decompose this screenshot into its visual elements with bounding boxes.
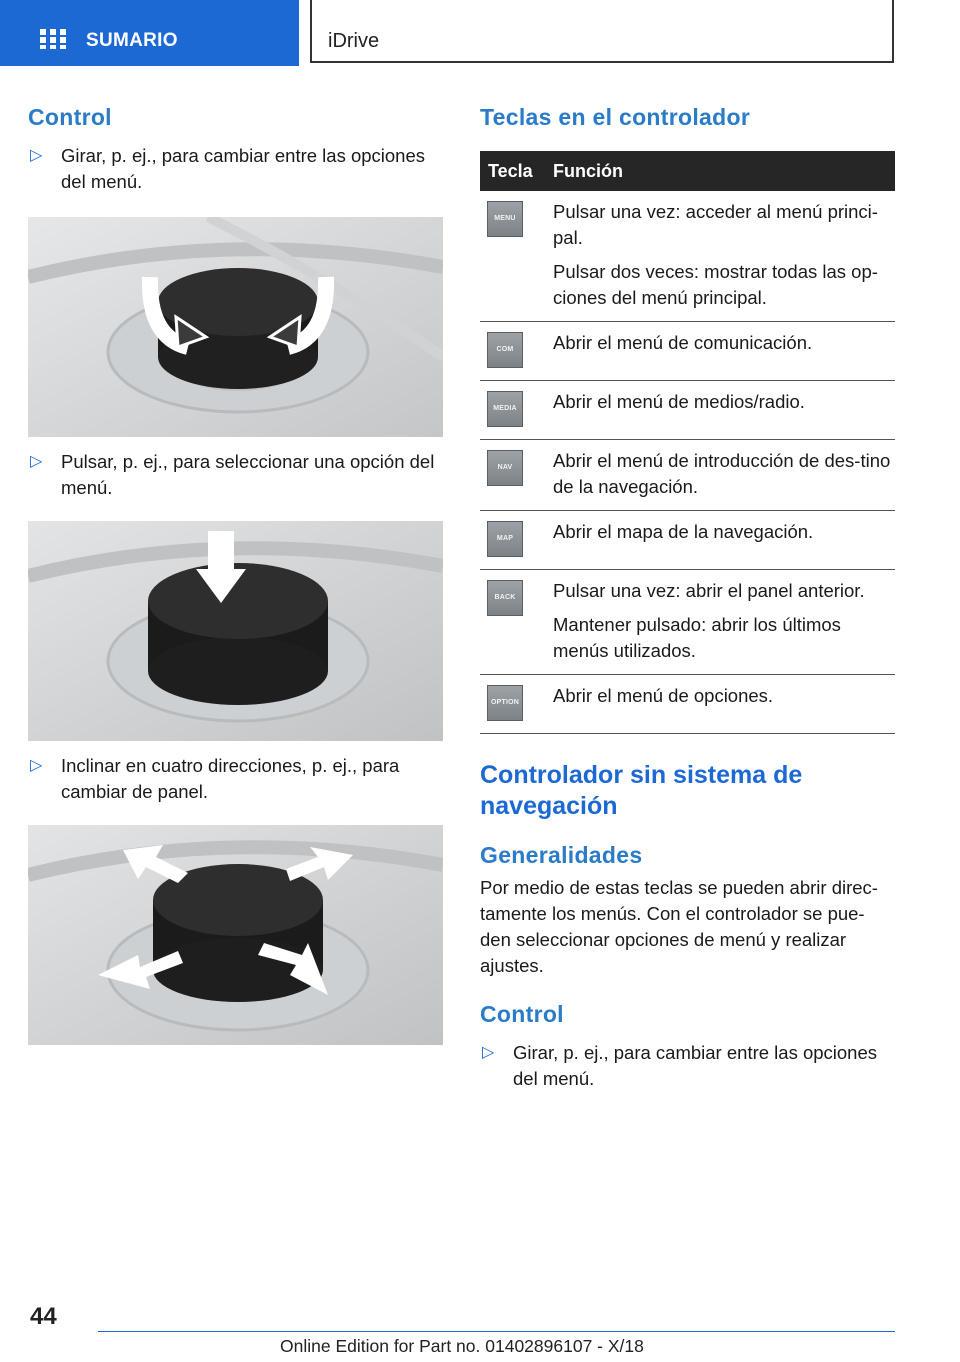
table-row	[480, 570, 895, 675]
nav-key-icon: NAV	[487, 450, 523, 486]
bullet-press	[28, 449, 443, 501]
back-key-icon: BACK	[487, 580, 523, 616]
keys-table-heading: Teclas en el controlador	[480, 104, 751, 130]
table-row	[480, 440, 895, 511]
keys-table	[480, 151, 895, 734]
section-title: Controlador sin sistema de navegación	[480, 761, 803, 820]
media-key-icon: MEDIA	[487, 391, 523, 427]
function-text: Abrir el menú de opciones.	[553, 685, 774, 706]
table-row	[480, 675, 895, 734]
bullet-tilt	[28, 753, 443, 805]
bullet-rotate-2	[480, 1040, 895, 1092]
bullet-text: Girar, p. ej., para cambiar entre las opciones del menú.	[513, 1042, 878, 1089]
function-text: Abrir el menú de comunicación.	[553, 332, 813, 353]
grid-menu-icon	[40, 29, 66, 49]
right-column	[480, 100, 895, 1092]
chapter-title: iDrive	[328, 30, 380, 52]
bullet-text: Pulsar, p. ej., para seleccionar una opción del menú.	[61, 451, 435, 498]
general-heading: Generalidades	[480, 842, 643, 868]
table-header-row	[480, 151, 895, 191]
com-key-icon: COM	[487, 332, 523, 368]
footer-rule	[98, 1331, 895, 1332]
function-text: Pulsar una vez: abrir el panel anterior.	[553, 580, 865, 601]
left-column	[28, 100, 443, 1045]
bullet-text: Girar, p. ej., para cambiar entre las opciones del menú.	[61, 145, 426, 192]
option-key-icon: OPTION	[487, 685, 523, 721]
general-text: Por medio de estas teclas se pueden abrir direc-tamente los menús. Con el controlador se pue-den seleccionar opciones de menú y realizar ajustes.	[480, 877, 878, 976]
triangle-bullet-icon: ▷	[30, 147, 43, 164]
function-text: Abrir el menú de medios/radio.	[553, 391, 805, 412]
sumario-label: SUMARIO	[86, 30, 178, 51]
triangle-bullet-icon: ▷	[482, 1044, 495, 1061]
function-text: Abrir el mapa de la navegación.	[553, 521, 814, 542]
table-row	[480, 191, 895, 322]
bullet-rotate	[28, 143, 443, 195]
function-text: Mantener pulsado: abrir los últimos menús utilizados.	[553, 614, 841, 661]
edition-note: Online Edition for Part no. 01402896107 - X/18	[280, 1336, 644, 1356]
triangle-bullet-icon: ▷	[30, 757, 43, 774]
function-text: Pulsar dos veces: mostrar todas las op-ciones del menú principal.	[553, 261, 878, 308]
col-header-key: Tecla	[480, 151, 545, 191]
control-heading-2: Control	[480, 1001, 564, 1027]
function-text: Pulsar una vez: acceder al menú princi-pal.	[553, 201, 878, 248]
chapter-box	[310, 0, 894, 63]
table-row	[480, 381, 895, 440]
bullet-text: Inclinar en cuatro direcciones, p. ej., para cambiar de panel.	[61, 755, 400, 802]
controller-tilt-image	[28, 825, 443, 1045]
table-row	[480, 322, 895, 381]
page-header	[0, 0, 960, 66]
control-heading: Control	[28, 104, 112, 130]
triangle-bullet-icon: ▷	[30, 453, 43, 470]
map-key-icon: MAP	[487, 521, 523, 557]
controller-press-image	[28, 521, 443, 741]
sumario-button[interactable]	[0, 0, 299, 66]
page-number: 44	[30, 1303, 57, 1330]
col-header-function: Función	[545, 151, 895, 191]
controller-rotate-image	[28, 217, 443, 437]
function-text: Abrir el menú de introducción de des-tino de la navegación.	[553, 450, 891, 497]
menu-key-icon: MENU	[487, 201, 523, 237]
table-row	[480, 511, 895, 570]
